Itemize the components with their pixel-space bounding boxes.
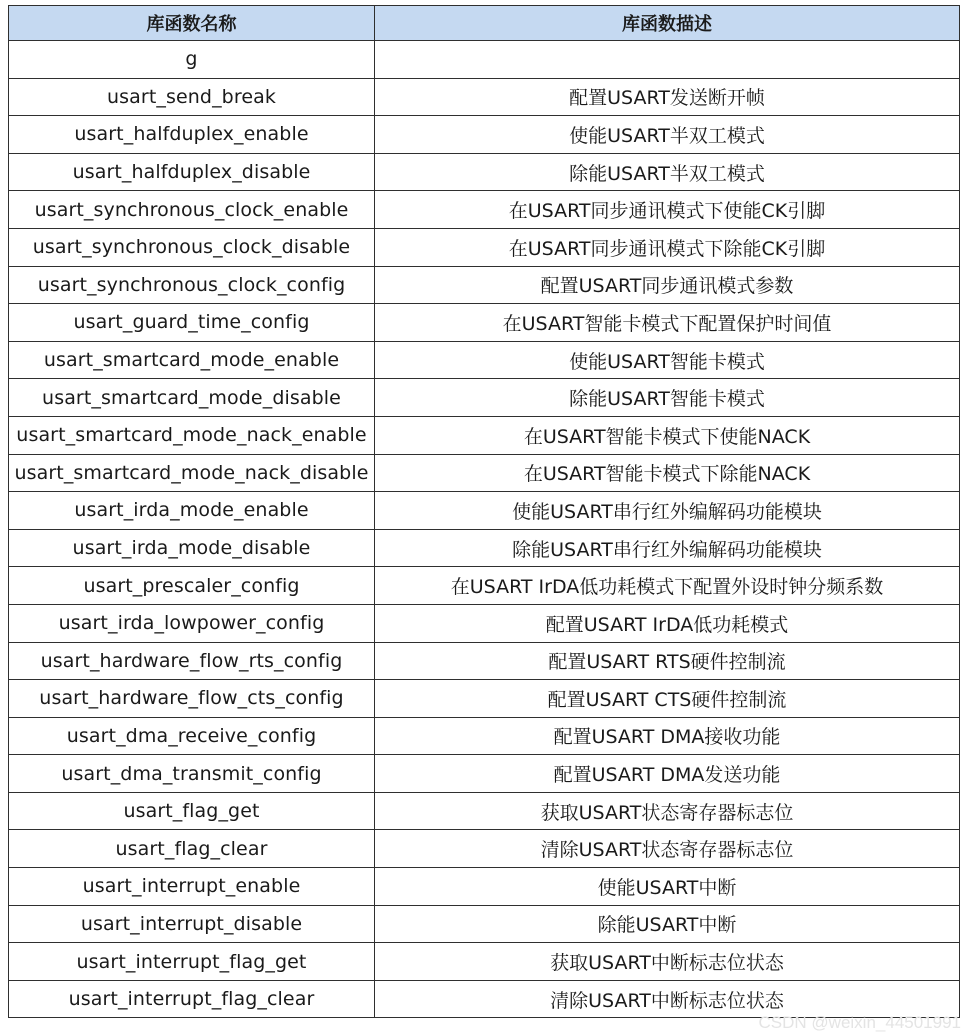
function-name-cell: usart_halfduplex_disable [9,153,375,191]
function-description-cell: 配置USART CTS硬件控制流 [375,680,960,718]
function-name-cell: usart_prescaler_config [9,567,375,605]
table-row [9,41,960,79]
function-name-cell: usart_synchronous_clock_disable [9,228,375,266]
function-description-cell: 使能USART串行红外编解码功能模块 [375,492,960,530]
function-name-cell: usart_hardware_flow_cts_config [9,680,375,718]
function-name-cell: usart_dma_receive_config [9,717,375,755]
function-description-cell: 获取USART状态寄存器标志位 [375,792,960,830]
function-description-cell: 清除USART状态寄存器标志位 [375,830,960,868]
function-description-cell: 在USART同步通讯模式下除能CK引脚 [375,228,960,266]
function-description-cell: 获取USART中断标志位状态 [375,943,960,981]
table-row [9,341,960,379]
function-description-cell: 在USART同步通讯模式下使能CK引脚 [375,191,960,229]
function-description-cell: 使能USART中断 [375,868,960,906]
table-row [9,529,960,567]
function-description-cell: 在USART智能卡模式下配置保护时间值 [375,304,960,342]
function-name-cell: usart_smartcard_mode_enable [9,341,375,379]
function-name-cell: usart_hardware_flow_rts_config [9,642,375,680]
function-name-cell: usart_guard_time_config [9,304,375,342]
function-name-cell: usart_interrupt_flag_clear [9,980,375,1018]
header-row [9,6,960,41]
function-name-cell: usart_synchronous_clock_enable [9,191,375,229]
table-row [9,379,960,417]
table-header [9,6,960,41]
table-row [9,642,960,680]
function-name-cell: usart_interrupt_flag_get [9,943,375,981]
function-name-cell: usart_flag_get [9,792,375,830]
watermark: CSDN @weixin_44501991 [758,1013,961,1032]
table-row [9,680,960,718]
table-row [9,830,960,868]
function-description-cell: 除能USART半双工模式 [375,153,960,191]
function-description-cell: 配置USART发送断开帧 [375,78,960,116]
table-row [9,153,960,191]
table-row [9,567,960,605]
function-description-cell: 使能USART智能卡模式 [375,341,960,379]
function-description-cell: 配置USART RTS硬件控制流 [375,642,960,680]
function-description-cell [375,41,960,79]
table-row [9,116,960,154]
function-description-cell: 使能USART半双工模式 [375,116,960,154]
function-description-cell: 除能USART智能卡模式 [375,379,960,417]
function-description-cell: 在USART IrDA低功耗模式下配置外设时钟分频系数 [375,567,960,605]
function-name-cell: usart_halfduplex_enable [9,116,375,154]
function-description-cell: 清除USART中断标志位状态 [375,980,960,1018]
table-row [9,304,960,342]
function-table [8,5,960,1018]
header-function-description: 库函数描述 [375,6,960,41]
function-name-cell: g [9,41,375,79]
table-row [9,943,960,981]
function-description-cell: 除能USART中断 [375,905,960,943]
function-description-cell: 在USART智能卡模式下使能NACK [375,416,960,454]
function-name-cell: usart_interrupt_disable [9,905,375,943]
table-row [9,78,960,116]
function-name-cell: usart_send_break [9,78,375,116]
function-name-cell: usart_irda_lowpower_config [9,604,375,642]
header-function-name: 库函数名称 [9,6,375,41]
function-name-cell: usart_dma_transmit_config [9,755,375,793]
table-row [9,191,960,229]
table-row [9,755,960,793]
function-description-cell: 配置USART同步通讯模式参数 [375,266,960,304]
table-body [9,41,960,1018]
function-description-cell: 配置USART DMA接收功能 [375,717,960,755]
table-row [9,454,960,492]
function-name-cell: usart_smartcard_mode_nack_enable [9,416,375,454]
function-name-cell: usart_irda_mode_enable [9,492,375,530]
table-row [9,228,960,266]
function-table-container [8,5,959,1018]
function-description-cell: 配置USART IrDA低功耗模式 [375,604,960,642]
function-name-cell: usart_synchronous_clock_config [9,266,375,304]
table-row [9,416,960,454]
table-row [9,792,960,830]
table-row [9,868,960,906]
function-description-cell: 在USART智能卡模式下除能NACK [375,454,960,492]
table-row [9,492,960,530]
function-name-cell: usart_interrupt_enable [9,868,375,906]
table-row [9,266,960,304]
table-row [9,717,960,755]
table-row [9,604,960,642]
function-name-cell: usart_smartcard_mode_nack_disable [9,454,375,492]
function-description-cell: 除能USART串行红外编解码功能模块 [375,529,960,567]
function-name-cell: usart_irda_mode_disable [9,529,375,567]
function-name-cell: usart_flag_clear [9,830,375,868]
function-name-cell: usart_smartcard_mode_disable [9,379,375,417]
function-description-cell: 配置USART DMA发送功能 [375,755,960,793]
table-row [9,905,960,943]
